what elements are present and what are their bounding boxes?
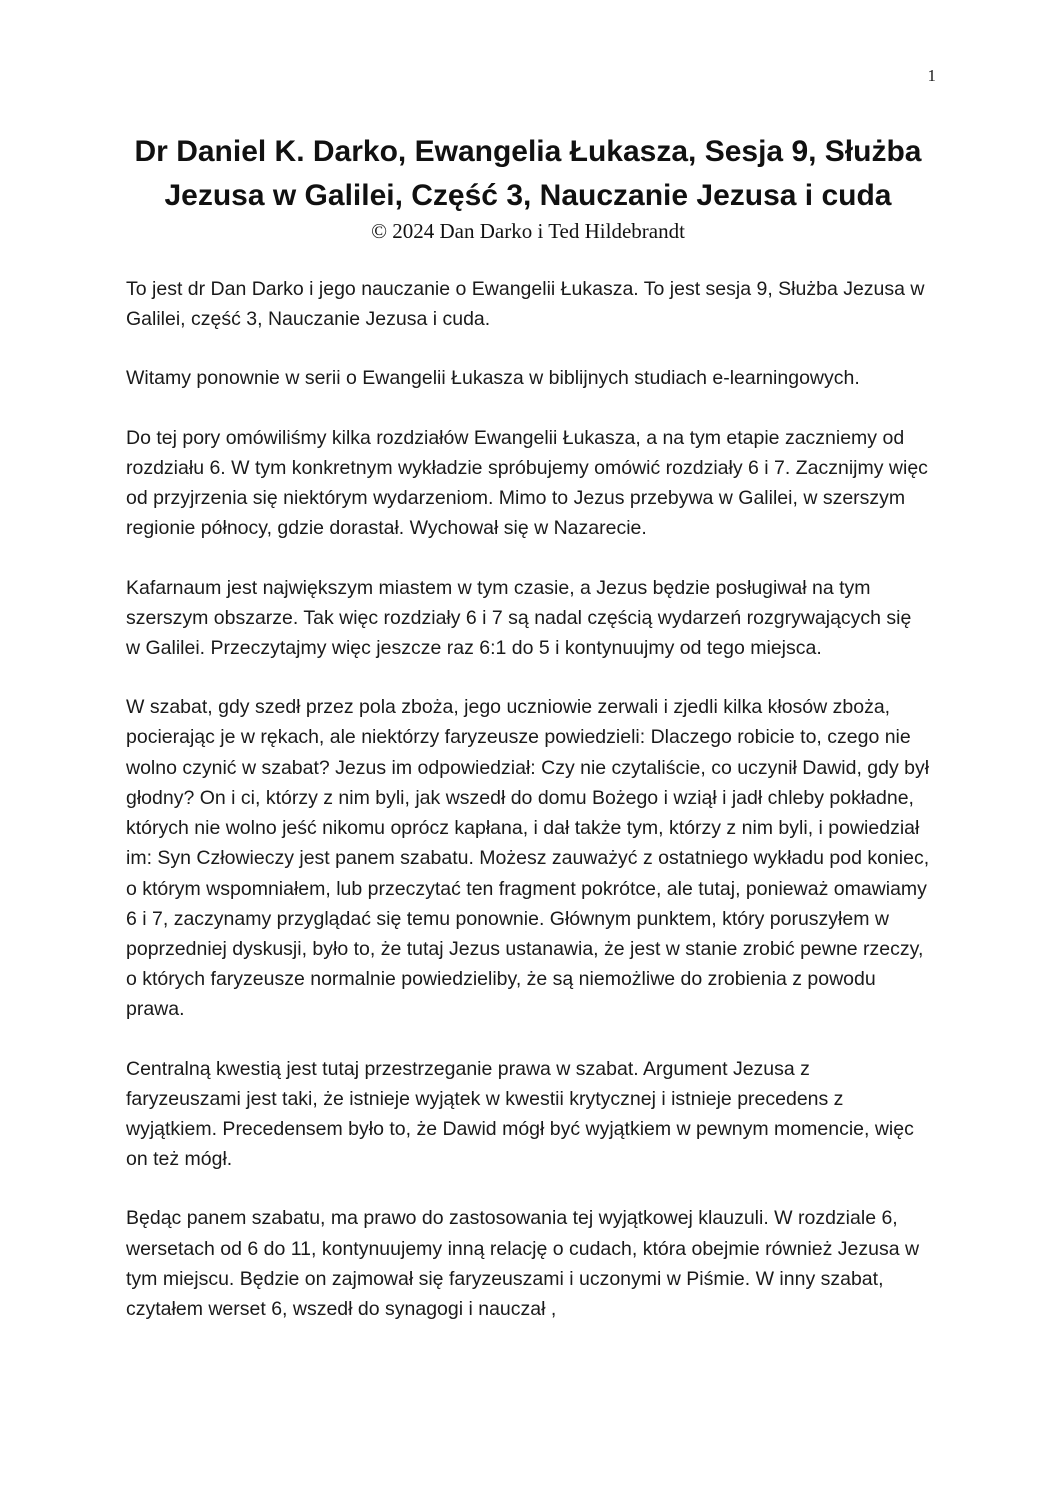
paragraph: Do tej pory omówiliśmy kilka rozdziałów Ewangelii Łukasza, a na tym etapie zaczniemy od rozdziału 6. W tym konkretnym wykładzie spróbujemy omówić rozdziały 6 i 7. Zacznijmy więc od przyjrzenia się niektórym wydarzeniom. Mimo to Jezus przebywa w Galilei, w szerszym regionie północy, gdzie dorastał. Wychował się w Nazarecie.: [126, 426, 928, 540]
paragraph: Będąc panem szabatu, ma prawo do zastosowania tej wyjątkowej klauzuli. W rozdziale 6, wersetach od 6 do 11, kontynuujemy inną relację o cudach, która obejmie również Jezusa w tym miejscu. Będzie on zajmował się faryzeuszami i uczonymi w Piśmie. W inny szabat, czytałem werset 6, wszedł do synagogi i nauczał ,: [126, 1207, 920, 1321]
paragraph: To jest dr Dan Darko i jego nauczanie o Ewangelii Łukasza. To jest sesja 9, Służba Jezusa w Galilei, część 3, Nauczanie Jezusa i cuda.: [126, 278, 925, 331]
paragraph: Centralną kwestią jest tutaj przestrzeganie prawa w szabat. Argument Jezusa z faryzeuszami jest taki, że istnieje wyjątek w kwestii krytycznej i istnieje precedens z wyjątkiem. Precedensem było to, że Dawid mógł być wyjątkiem w pewnym momencie, więc on też mógł.: [126, 1057, 914, 1171]
paragraph: W szabat, gdy szedł przez pola zboża, jego uczniowie zerwali i zjedli kilka kłosów zboża, pocierając je w rękach, ale niektórzy faryzeusze powiedzieli: Dlaczego robicie to, czego nie wolno czynić w szabat? Jezus im odpowiedział: Czy nie czytaliście, co uczynił Dawid, gdy był głodny? On i ci, którzy z nim byli, jak wszedł do domu Bożego i wziął i jadł chleby pokładne, których nie wolno jeść nikomu oprócz kapłana, i dał także tym, którzy z nim byli, i powiedział im: Syn Człowieczy jest panem szabatu. Możesz zauważyć z ostatniego wykładu pod koniec, o którym wspomniałem, lub przeczytać ten fragment pokrótce, ale tutaj, ponieważ omawiamy 6 i 7, zaczynamy przyglądać się temu ponownie. Głównym punktem, który poruszyłem w poprzedniej dyskusji, było to, że tutaj Jezus ustanawia, że jest w stanie zrobić pewne rzeczy, o których faryzeusze normalnie powiedzieliby, że są niemożliwe do zrobienia z powodu prawa.: [126, 696, 930, 1021]
page-number: 1: [927, 66, 936, 85]
paragraph: Kafarnaum jest największym miastem w tym czasie, a Jezus będzie posługiwał na tym szerszym obszarze. Tak więc rozdziały 6 i 7 są nadal częścią wydarzeń rozgrywających się w Galilei. Przeczytajmy więc jeszcze raz 6:1 do 5 i kontynuujmy od tego miejsca.: [126, 576, 912, 659]
document-title: Dr Daniel K. Darko, Ewangelia Łukasza, Sesja 9, Służba Jezusa w Galilei, Część 3, Nauczanie Jezusa i cuda: [134, 135, 922, 212]
document-content: [126, 130, 930, 1353]
paragraph: Witamy ponownie w serii o Ewangelii Łukasza w biblijnych studiach e-learningowych.: [126, 367, 860, 390]
copyright-line: © 2024 Dan Darko i Ted Hildebrandt: [371, 219, 685, 243]
